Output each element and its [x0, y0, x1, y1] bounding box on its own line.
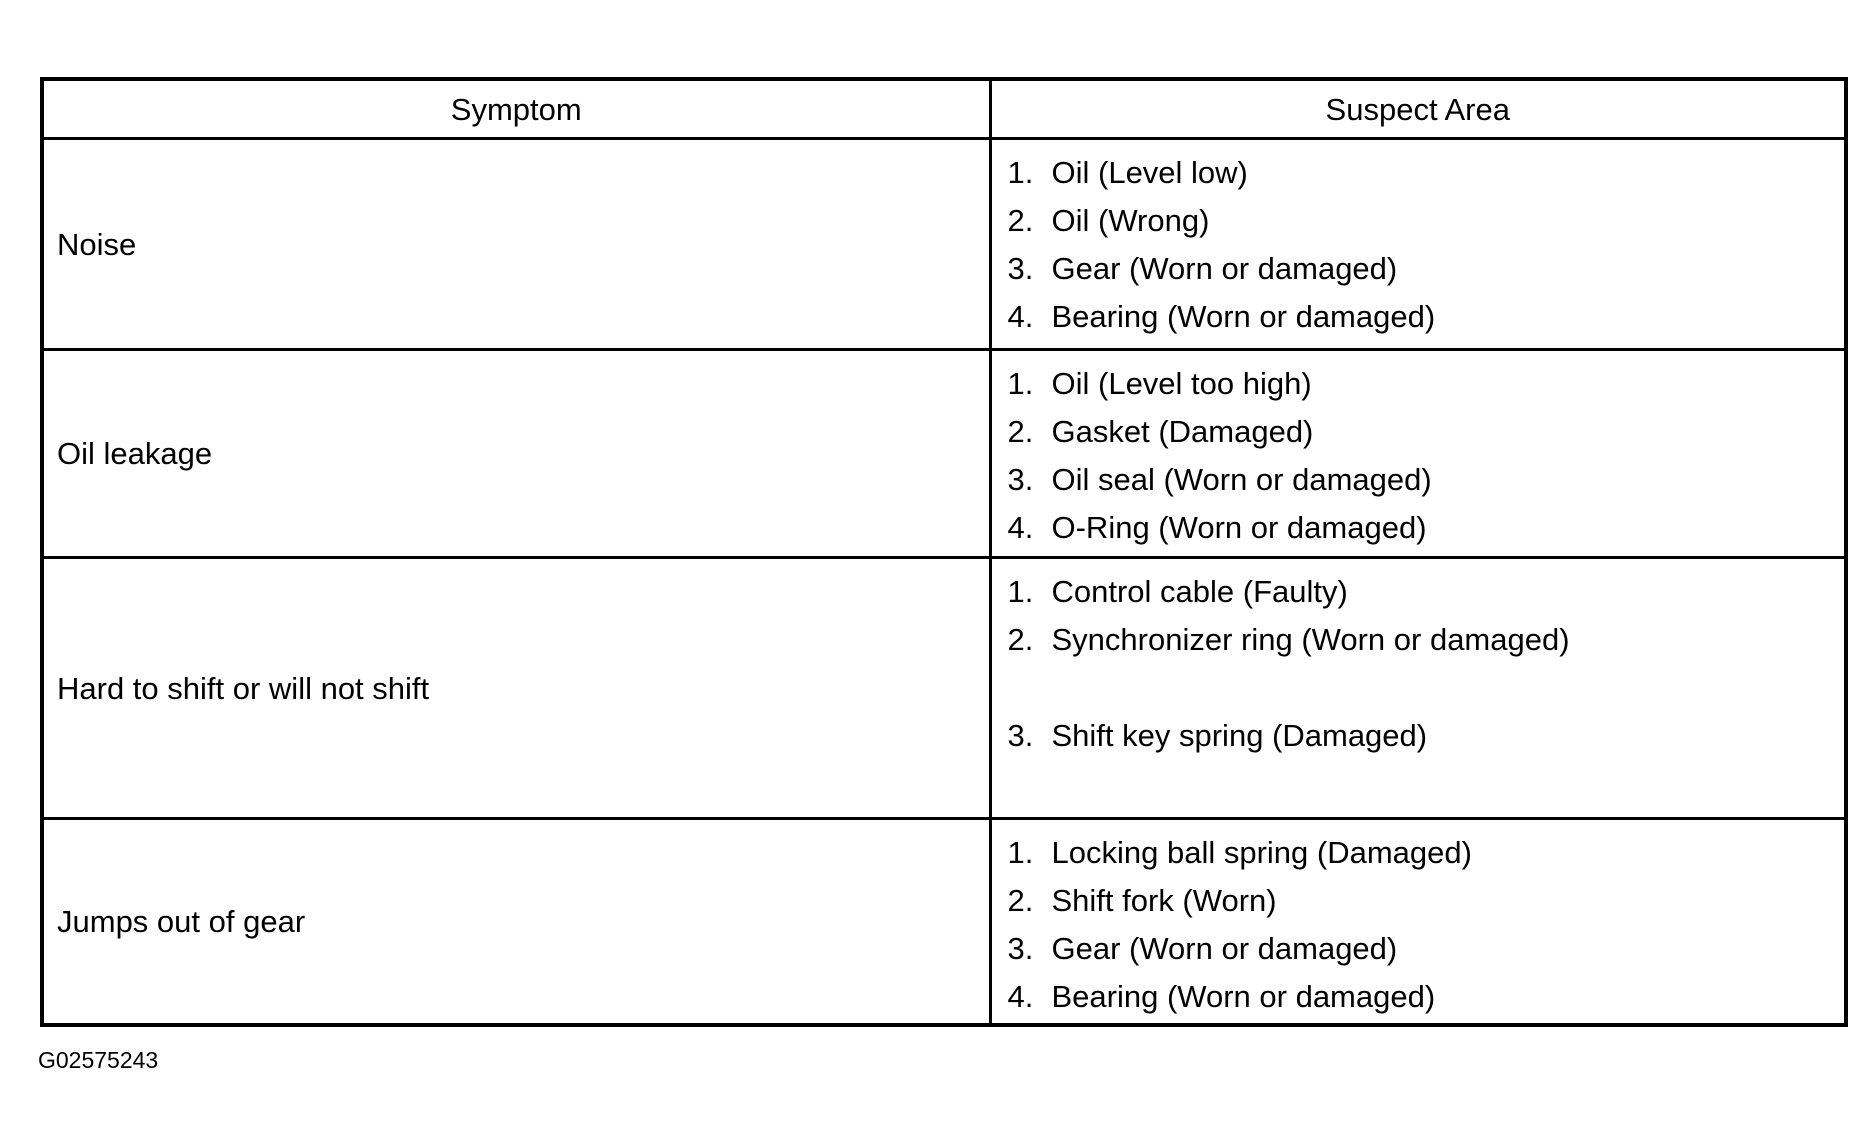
list-item	[1008, 877, 1845, 925]
item-number: 3.	[1007, 251, 1034, 286]
item-number: 3.	[1007, 718, 1034, 753]
item-text: Gear (Worn or damaged)	[1051, 931, 1398, 966]
list-item	[1008, 925, 1845, 973]
symptom-cell: Noise	[42, 139, 990, 350]
item-text: Oil (Level low)	[1051, 155, 1248, 190]
suspect-area-cell	[990, 558, 1846, 819]
list-item	[1008, 293, 1845, 341]
suspect-area-cell	[990, 819, 1846, 1026]
header-suspect-area: Suspect Area	[990, 79, 1846, 139]
list-item	[1008, 973, 1845, 1021]
suspect-area-list	[1008, 829, 1845, 1021]
item-text: Bearing (Worn or damaged)	[1051, 299, 1436, 334]
item-text: Control cable (Faulty)	[1051, 574, 1348, 609]
figure-id: G02575243	[38, 1047, 159, 1073]
item-number: 2.	[1007, 203, 1034, 238]
list-item	[1008, 149, 1845, 197]
item-text: Bearing (Worn or damaged)	[1051, 979, 1436, 1014]
item-text: Shift fork (Worn)	[1051, 883, 1277, 918]
item-text: Oil (Level too high)	[1051, 366, 1312, 401]
list-item	[1008, 360, 1845, 408]
list-item	[1008, 504, 1845, 552]
symptom-cell: Oil leakage	[42, 350, 990, 558]
list-item	[1008, 408, 1845, 456]
suspect-area-list	[1008, 568, 1845, 760]
list-item	[1008, 616, 1845, 664]
symptom-cell: Hard to shift or will not shift	[42, 558, 990, 819]
item-text: Shift key spring (Damaged)	[1051, 718, 1428, 753]
table-row	[42, 819, 1846, 1026]
list-item	[1008, 568, 1845, 616]
item-number: 4.	[1007, 510, 1034, 545]
item-text: Locking ball spring (Damaged)	[1051, 835, 1472, 870]
list-item	[1008, 197, 1845, 245]
item-number: 2.	[1007, 414, 1034, 449]
table-row	[42, 139, 1846, 350]
symptom-table	[40, 77, 1848, 1027]
item-number: 3.	[1007, 931, 1034, 966]
item-text: Oil seal (Worn or damaged)	[1051, 462, 1432, 497]
item-number: 3.	[1007, 462, 1034, 497]
item-number: 1.	[1007, 835, 1034, 870]
item-number: 2.	[1007, 622, 1034, 657]
header-row	[42, 79, 1846, 139]
item-text: Gasket (Damaged)	[1051, 414, 1314, 449]
table-row	[42, 350, 1846, 558]
list-item	[1008, 456, 1845, 504]
item-number: 4.	[1007, 299, 1034, 334]
suspect-area-cell	[990, 350, 1846, 558]
item-text: Oil (Wrong)	[1051, 203, 1210, 238]
item-number: 4.	[1007, 979, 1034, 1014]
list-item	[1008, 712, 1845, 760]
item-number: 2.	[1007, 883, 1034, 918]
suspect-area-list	[1008, 360, 1845, 552]
header-symptom: Symptom	[42, 79, 990, 139]
item-number: 1.	[1007, 366, 1034, 401]
symptom-cell: Jumps out of gear	[42, 819, 990, 1026]
table-row	[42, 558, 1846, 819]
item-text: O-Ring (Worn or damaged)	[1051, 510, 1427, 545]
suspect-area-cell	[990, 139, 1846, 350]
item-text: Gear (Worn or damaged)	[1051, 251, 1398, 286]
suspect-area-list	[1008, 149, 1845, 341]
item-text: Synchronizer ring (Worn or damaged)	[1051, 622, 1570, 657]
item-number: 1.	[1007, 574, 1034, 609]
list-item	[1008, 245, 1845, 293]
list-item	[1008, 829, 1845, 877]
item-number: 1.	[1007, 155, 1034, 190]
